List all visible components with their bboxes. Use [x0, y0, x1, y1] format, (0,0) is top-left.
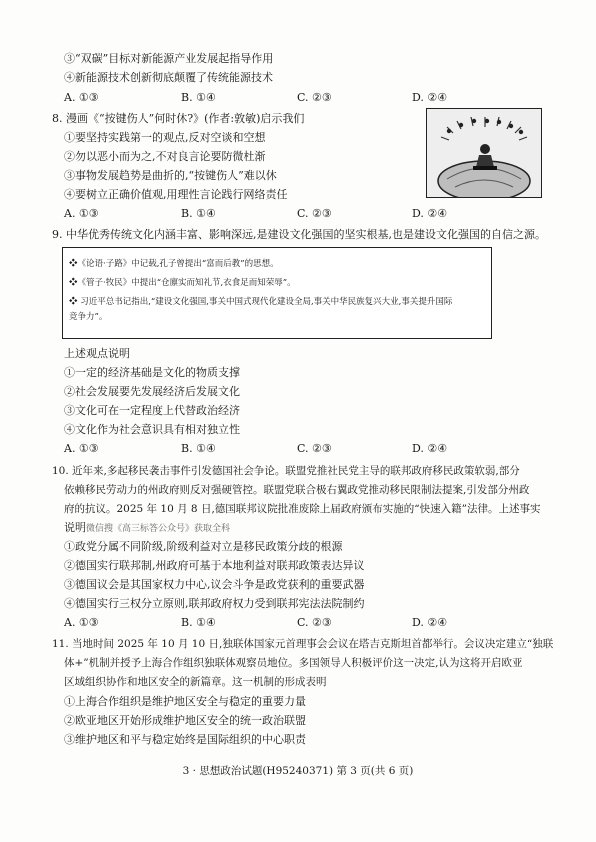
q10-statement-3: ③德国议会是其国家权力中心,议会斗争是政党获利的重要武器 — [64, 578, 365, 591]
q9-option-d: D. ②④ — [412, 442, 448, 455]
q8-stem: 8. 漫画《“按键伤人”何时休?》(作者:敦敏)启示我们 — [52, 112, 305, 125]
page-footer: 3 · 思想政治试题(H95240371) 第 3 页(共 6 页) — [182, 765, 414, 777]
q9-quote-1: ❖《论语·子路》中记载,孔子曾提出“富而后教”的思想。 — [69, 259, 279, 269]
q11-statement-2: ②欧亚地区开始形成维护地区安全的统一政治联盟 — [64, 714, 306, 727]
q11-line-3: 区域组织协作和地区安全的新篇章。这一机制的形成表明 — [64, 676, 327, 688]
q10-statement-2: ②德国实行联邦制,州政府可基于本地利益对联邦政策表达异议 — [64, 559, 365, 572]
q9-statement-4: ④文化作为社会意识具有相对独立性 — [64, 423, 240, 436]
q10-line-3: 府的抗议。2025 年 10 月 8 日,德国联邦议院批准废除上届政府颁布实施的“快速入籍”法律。上述事实 — [64, 503, 541, 515]
q7-option-c: C. ②③ — [297, 91, 332, 104]
q11-line-1: 11. 当地时间 2025 年 10 月 10 日,独联体国家元首理事会会议在塔吉克斯坦首都举行。会议决定建立“独联 — [52, 638, 554, 650]
q11-line-2: 体+”机制并授予上海合作组织独联体观察员地位。多国领导人积极评价这一决定,认为这将开启欧亚 — [64, 657, 523, 669]
q7-statement-4: ④新能源技术创新彻底颠覆了传统能源技术 — [64, 71, 273, 84]
q9-quote-2: ❖《管子·牧民》中提出“仓廪实而知礼节,衣食足而知荣辱”。 — [69, 278, 296, 288]
q10-line-2: 依赖移民劳动力的州政府则反对强硬管控。联盟党联合极右翼政党推动移民限制法提案,引发部分州政 — [64, 484, 530, 496]
q10-statement-1: ①政党分属不同阶级,阶级利益对立是移民政策分歧的根源 — [64, 540, 343, 553]
q7-option-d: D. ②④ — [412, 91, 448, 104]
q9-option-a: A. ①③ — [64, 442, 99, 455]
q9-lead: 上述观点说明 — [64, 347, 130, 360]
q9-statement-3: ③文化可在一定程度上代替政治经济 — [64, 404, 240, 417]
q8-statement-2: ②勿以恶小而为之,不对良言论要防微杜渐 — [64, 150, 266, 163]
q10-option-a: A. ①③ — [64, 616, 99, 629]
q10-line-4 — [64, 521, 230, 536]
watermark-text: 微信搜《高三标答公众号》获取全科 — [86, 524, 231, 534]
q9-stem: 9. 中华优秀传统文化内涵丰富、影响深远,是建设文化强国的坚实根基,也是建设文化强国的自信之源。 — [52, 228, 546, 241]
q9-statement-1: ①一定的经济基础是文化的物质支撑 — [64, 366, 240, 379]
q10-option-c: C. ②③ — [297, 616, 332, 629]
q9-option-c: C. ②③ — [297, 442, 332, 455]
q7-statement-3: ③“双碳”目标对新能源产业发展起指导作用 — [64, 52, 274, 65]
q11-statement-1: ①上海合作组织是维护地区安全与稳定的重要力量 — [64, 695, 306, 708]
cartoon-illustration — [426, 108, 542, 198]
q9-option-b: B. ①④ — [181, 442, 216, 455]
q8-option-c: C. ②③ — [297, 207, 332, 220]
q10-lead: 说明 — [64, 521, 86, 534]
q10-option-b: B. ①④ — [181, 616, 216, 629]
q9-statement-2: ②社会发展要先发展经济后发展文化 — [64, 385, 240, 398]
q8-statement-3: ③事物发展趋势是曲折的,“按键伤人”难以休 — [64, 169, 277, 182]
q10-line-1: 10. 近年来,多起移民袭击事件引发德国社会争论。联盟党推社民党主导的联邦政府移民政策软弱,部分 — [52, 465, 520, 477]
q7-option-b: B. ①④ — [181, 91, 216, 104]
q9-quote-box — [62, 247, 492, 339]
q8-option-a: A. ①③ — [64, 207, 99, 220]
cartoon-drawing — [427, 109, 541, 197]
q7-option-a: A. ①③ — [64, 91, 99, 104]
q9-quote-3-cont: 竞争力”。 — [69, 312, 108, 322]
q10-statement-4: ④德国实行三权分立原则,联邦政府权力受到联邦宪法法院制约 — [64, 597, 365, 610]
q8-statement-4: ④要树立正确价值观,用理性言论践行网络责任 — [64, 188, 288, 201]
q8-option-d: D. ②④ — [412, 207, 448, 220]
q11-statement-3: ③维护地区和平与稳定始终是国际组织的中心职责 — [64, 733, 306, 746]
q8-option-b: B. ①④ — [181, 207, 216, 220]
q10-option-d: D. ②④ — [412, 616, 448, 629]
q8-statement-1: ①要坚持实践第一的观点,反对空谈和空想 — [64, 131, 266, 144]
q9-quote-3: ❖ 习近平总书记指出,“建设文化强国,事关中国式现代化建设全局,事关中华民族复兴大业,事关提升国际 — [69, 297, 453, 307]
